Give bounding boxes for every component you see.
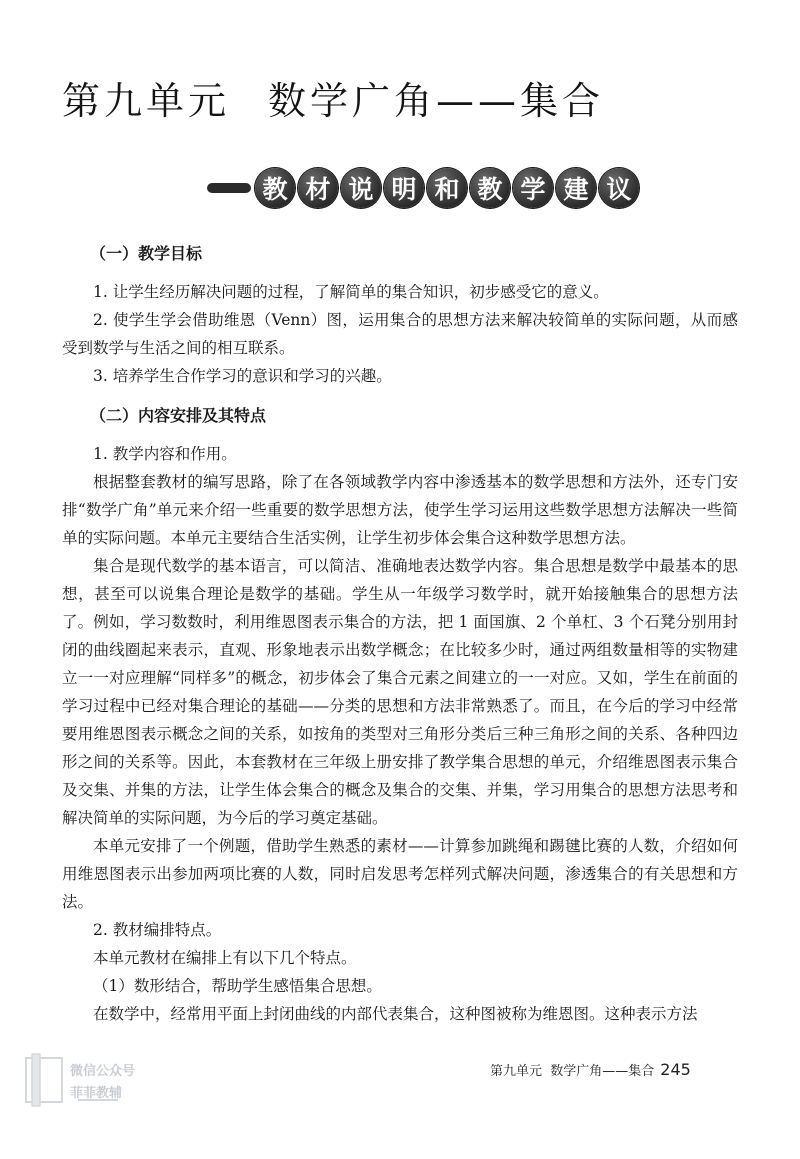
banner-char: 教 — [470, 168, 510, 208]
unit-label: 第九单元 — [62, 79, 231, 123]
paragraph: 集合是现代数学的基本语言，可以简洁、准确地表达数学内容。集合思想是数学中最基本的思想，甚至可以说集合理论是数学的基础。学生从一年级学习数学时，就开始接触集合的思想方法了。例如，学习数数时，利用维恩图表示集合的方法，把 1 面国旗、2 个单杠、3 个石凳分别用封闭的曲线圈起来表示，直观、形象地表示出数学概念；在比较多少时，通过两组数量相等的实物建立一一对应理解“同样多”的概念，初步体会了集合元素之间建立的一一对应。又如，学生在前面的学习过程中已经对集合理论的基础——分类的思想和方法非常熟悉了。而且，在今后的学习中经常要用维恩图表示概念之间的关系，如按角的类型对三角形分类后三种三角形之间的关系、各种四边形之间的关系等。因此，本套教材在三年级上册安排了教学集合思想的单元，介绍维恩图表示集合及交集、并集的方法，让学生体会集合的概念及集合的交集、并集，学习用集合的思想方法思考和解决简单的实际问题，为今后的学习奠定基础。 — [62, 557, 738, 827]
banner-char: 议 — [599, 168, 639, 208]
paragraph: 根据整套教材的编写思路，除了在各领域教学内容中渗透基本的数学思想和方法外，还专门安排“数学广角”单元来介绍一些重要的数学思想方法，使学生学习运用这些数学思想方法解决一些简单的实际问题。本单元主要结合生活实例，让学生初步体会集合这种数学思想方法。 — [62, 473, 738, 547]
paragraph: 本单元安排了一个例题，借助学生熟悉的素材——计算参加跳绳和踢毽比赛的人数，介绍如何用维恩图表示出参加两项比赛的人数，同时启发思考怎样列式解决问题，渗透集合的有关思想和方法。 — [62, 837, 738, 911]
unit-topic: 数学广角——集合 — [268, 79, 605, 123]
section-heading: （二）内容安排及其特点 — [90, 406, 267, 425]
paragraph: 3. 培养学生合作学习的意识和学习的兴趣。 — [93, 367, 392, 385]
page-footer — [490, 1060, 691, 1079]
watermark-line: 菲菲教辅 — [70, 1086, 123, 1101]
paragraph: 2. 使学生学会借助维恩（Venn）图，运用集合的思想方法来解决较简单的实际问题，从而感受到数学与生活之间的相互联系。 — [62, 311, 738, 357]
paragraph: 1. 教学内容和作用。 — [93, 445, 237, 463]
watermark-line: 微信公众号 — [70, 1064, 136, 1079]
banner-char: 建 — [556, 168, 596, 208]
page-number: 245 — [660, 1060, 691, 1079]
banner-char: 明 — [384, 168, 424, 208]
watermark — [18, 1050, 138, 1120]
page-content — [62, 240, 738, 1028]
paragraph: 2. 教材编排特点。 — [93, 921, 222, 939]
pencil-icon — [18, 1050, 128, 1110]
banner-char: 和 — [427, 168, 467, 208]
banner-char: 说 — [341, 168, 381, 208]
unit-title — [62, 70, 604, 125]
banner-char: 教 — [255, 168, 295, 208]
paragraph: （1）数形结合，帮助学生感悟集合思想。 — [93, 977, 382, 995]
paragraph: 在数学中，经常用平面上封闭曲线的内部代表集合，这种图被称为维恩图。这种表示方法 — [93, 1005, 698, 1023]
paragraph: 本单元教材在编排上有以下几个特点。 — [93, 949, 357, 967]
banner-char: 材 — [298, 168, 338, 208]
banner-char: 学 — [513, 168, 553, 208]
section-heading: （一）教学目标 — [90, 244, 203, 263]
paragraph: 1. 让学生经历解决问题的过程，了解简单的集合知识，初步感受它的意义。 — [93, 283, 609, 301]
footer-topic: 数学广角——集合 — [550, 1064, 655, 1079]
banner-dash-icon — [207, 183, 251, 193]
footer-unit: 第九单元 — [490, 1064, 543, 1079]
section-banner — [207, 168, 642, 208]
